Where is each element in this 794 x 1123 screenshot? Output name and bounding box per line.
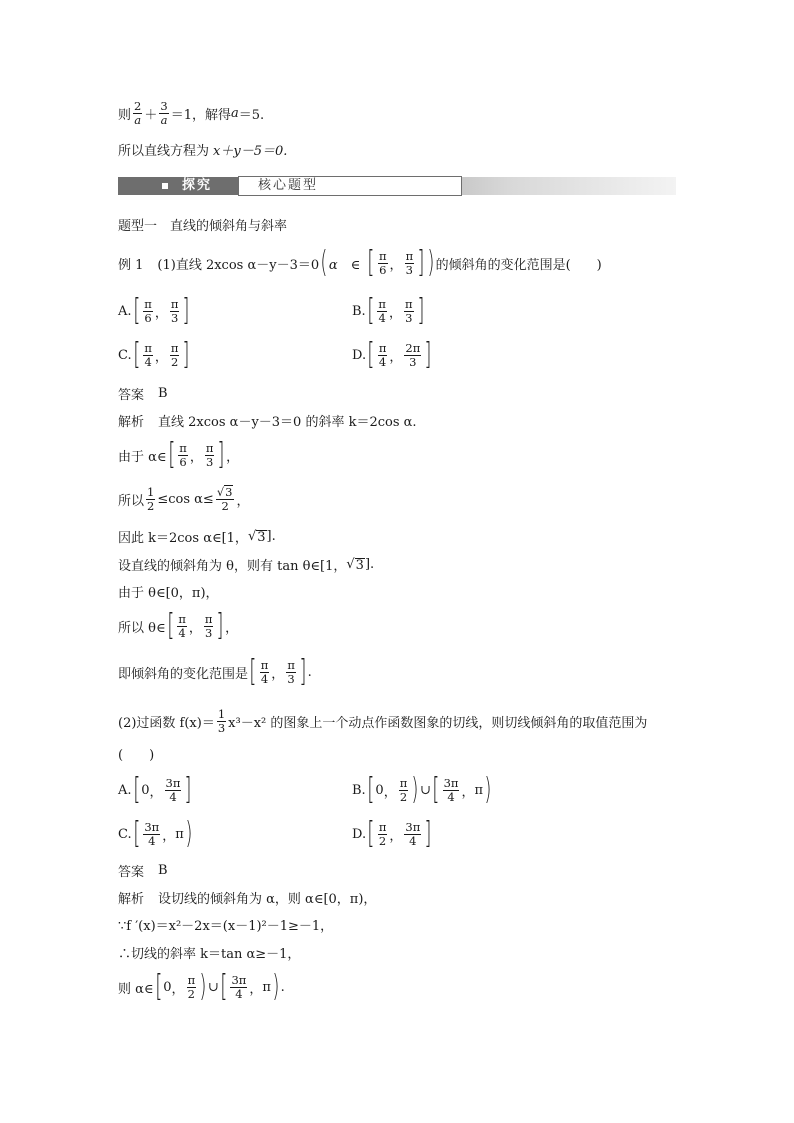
intro-line-2 [118,136,287,162]
analysis-1-line-8: 即倾斜角的变化范围是 [ $\frac{\pi}{4}$ ， $\frac{\pi}{3}$ ] . [118,654,312,689]
answer-1: 答案 B [118,385,168,403]
analysis-2-line-4: 则 α∈ [ 0 ， $\frac{\pi}{2}$ ) ∪ [ $\frac{3\pi}{4}$ ， π ) . [118,969,285,1004]
example-1-question: 例 1 (1)直线 2xcos α－y－3＝0 ( α ∈ [ $\frac{\pi}{6}$ ， $\frac{\pi}{3}$ ] ) 的倾斜角的变化范围是( ) [118,245,602,280]
text: 的倾斜角的变化范围是( ) [435,257,602,273]
option-d: D. [ $\frac{\pi}{4}$ ， $\frac{2\pi}{3}$ ] [352,337,432,372]
option-c: C. [ $\frac{\pi}{4}$ ， $\frac{\pi}{2}$ ] [118,337,190,372]
fraction: $\frac{2}{a}$ [134,98,142,127]
option-2c: C. [ $\frac{3\pi}{4}$ ， π ) [118,816,193,851]
section-sublabel: 核心题型 [258,178,319,193]
analysis-1-line-2: 由于 α∈ [ $\frac{\pi}{6}$ ， $\frac{\pi}{3}$ ] ， [118,437,240,472]
text: 则 [118,107,132,123]
header-dark-block [118,177,238,195]
example-label: 例 1 [118,257,144,273]
text: ＝1，解得 [170,107,231,123]
fraction: $\frac{3}{a}$ [160,98,168,127]
intro-line-1: 则 $\frac{2}{a}$ ＋ $\frac{3}{a}$ ＝1，解得 a ＝5. [118,98,265,127]
option-2d: D. [ $\frac{\pi}{2}$ ， $\frac{3\pi}{4}$ ] [352,816,432,851]
analysis-1-line-1: 解析 直线 2xcos α－y－3＝0 的斜率 k＝2cos α. [118,414,417,430]
analysis-2-line-1: 解析 设切线的倾斜角为 α，则 α∈[0，π)， [118,891,377,907]
topic-title: 题型一 直线的倾斜角与斜率 [118,218,288,234]
option-b: B. [ $\frac{\pi}{4}$ ， $\frac{\pi}{3}$ ] [352,293,424,328]
analysis-1-line-7: 所以 θ∈ [ $\frac{\pi}{4}$ ， $\frac{\pi}{3}$ ] ， [118,608,239,643]
analysis-2-line-2: ∵f ′(x)＝x²－2x＝(x－1)²－1≥－1， [118,918,334,934]
analysis-1-line-5: 设直线的倾斜角为 θ，则有 tan θ∈[1， √ 3 ]. [118,556,375,574]
option-2b: B. [ 0 ， $\frac{\pi}{2}$ ) ∪ [ $\frac{3\pi}{4}$ ， π ) [352,772,492,807]
answer-2: 答案 B [118,862,168,880]
section-label: 探究 [182,178,213,193]
text: (1)直线 2xcos α－y－3＝0 [157,257,320,273]
text: ＝5. [238,107,265,123]
analysis-2-line-3: ∴切线的斜率 k＝tan α≥－1， [118,946,301,962]
analysis-1-line-3: 所以 $\frac{1}{2}$ ≤cos α≤ √ 3 2 ， [118,484,250,513]
equation: x＋y－5＝0. [213,143,288,159]
option-2a: A. [ 0 ， $\frac{3\pi}{4}$ ] [118,772,192,807]
square-icon [162,183,168,189]
text: 所以直线方程为 [118,143,210,159]
example-1-part-2: (2)过函数 f(x)＝ $\frac{1}{3}$ x³－x² 的图象上一个动点作函数图象的切线，则切线倾斜角的取值范围为 [118,706,648,735]
analysis-1-line-6: 由于 θ∈[0，π)， [118,585,219,601]
section-header [118,175,676,197]
option-a: A. [ $\frac{\pi}{6}$ ， $\frac{\pi}{3}$ ] [118,293,190,328]
example-1-part-2-blank: ( ) [118,747,155,763]
analysis-1-line-4: 因此 k＝2cos α∈[1， √ 3 ]. [118,528,276,546]
